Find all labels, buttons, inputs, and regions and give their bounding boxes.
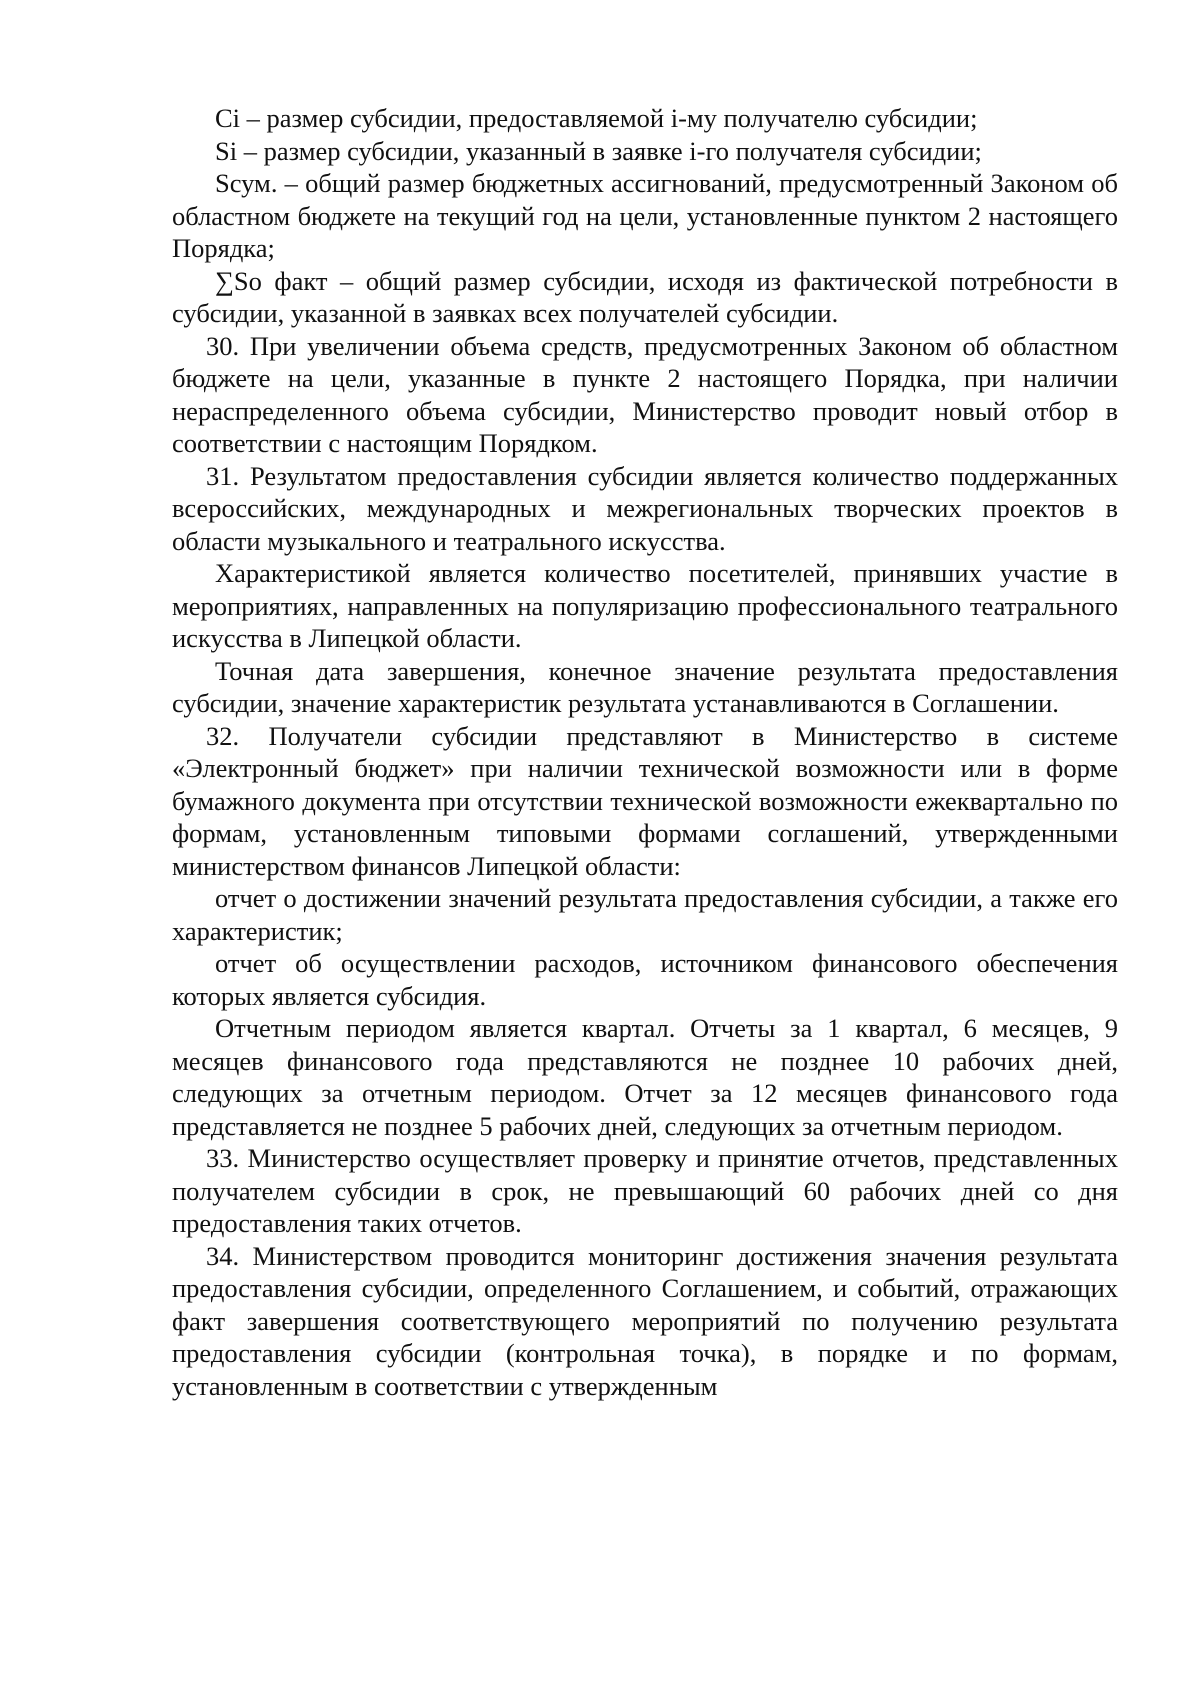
paragraph-item-32: 32. Получатели субсидии представляют в Министерство в системе «Электронный бюджет» при наличии технической возможности или в форме бумажного документа при отсутствии технической возможности ежеквартально по формам, установленным типовыми формами соглашений, утвержденными министерством финансов Липецкой области: (172, 720, 1118, 881)
paragraph-report-results: отчет о достижении значений результата предоставления субсидии, а также его характеристик; (172, 883, 1118, 946)
paragraph-completion-date: Точная дата завершения, конечное значение результата предоставления субсидии, значение характеристик результата устанавливаются в Соглашении. (172, 655, 1118, 718)
paragraph-report-expenses: отчет об осуществлении расходов, источником финансового обеспечения которых является субсидия. (172, 948, 1118, 1011)
paragraph-ci-definition: Ci – размер субсидии, предоставляемой i-му получателю субсидии; (215, 103, 978, 133)
paragraph-so-fact-definition: ∑So факт – общий размер субсидии, исходя из фактической потребности в субсидии, указанной в заявках всех получателей субсидии. (172, 265, 1118, 328)
paragraph-characteristic: Характеристикой является количество посетителей, принявших участие в мероприятиях, направленных на популяризацию профессионального театрального искусства в Липецкой области. (172, 558, 1118, 653)
document-page (172, 102, 1118, 1402)
paragraph-ssum-definition: Sсум. – общий размер бюджетных ассигнований, предусмотренный Законом об областном бюджете на текущий год на цели, установленные пунктом 2 настоящего Порядка; (172, 168, 1118, 263)
paragraph-item-33: 33. Министерство осуществляет проверку и принятие отчетов, представленных получателем субсидии в срок, не превышающий 60 рабочих дней со дня предоставления таких отчетов. (172, 1143, 1118, 1238)
paragraph-si-definition: Si – размер субсидии, указанный в заявке i-го получателя субсидии; (215, 135, 982, 166)
paragraph-item-31: 31. Результатом предоставления субсидии является количество поддержанных всероссийских, международных и межрегиональных творческих проектов в области музыкального и театрального искусства. (172, 460, 1118, 556)
paragraph-reporting-period: Отчетным периодом является квартал. Отчеты за 1 квартал, 6 месяцев, 9 месяцев финансового года представляются не позднее 10 рабочих дней, следующих за отчетным периодом. Отчет за 12 месяцев финансового года представляется не позднее 5 рабочих дней, следующих за отчетным периодом. (172, 1013, 1118, 1141)
paragraph-item-34: 34. Министерством проводится мониторинг достижения значения результата предоставления субсидии, определенного Соглашением, и событий, отражающих факт завершения соответствующего мероприятий по получению результата предоставления субсидии (контрольная точка), в порядке и по формам, установленным в соответствии с утвержденным (172, 1240, 1118, 1401)
paragraph-item-30: 30. При увеличении объема средств, предусмотренных Законом об областном бюджете на цели, указанные в пункте 2 настоящего Порядка, при наличии нераспределенного объема субсидии, Министерство проводит новый отбор в соответствии с настоящим Порядком. (172, 330, 1118, 458)
